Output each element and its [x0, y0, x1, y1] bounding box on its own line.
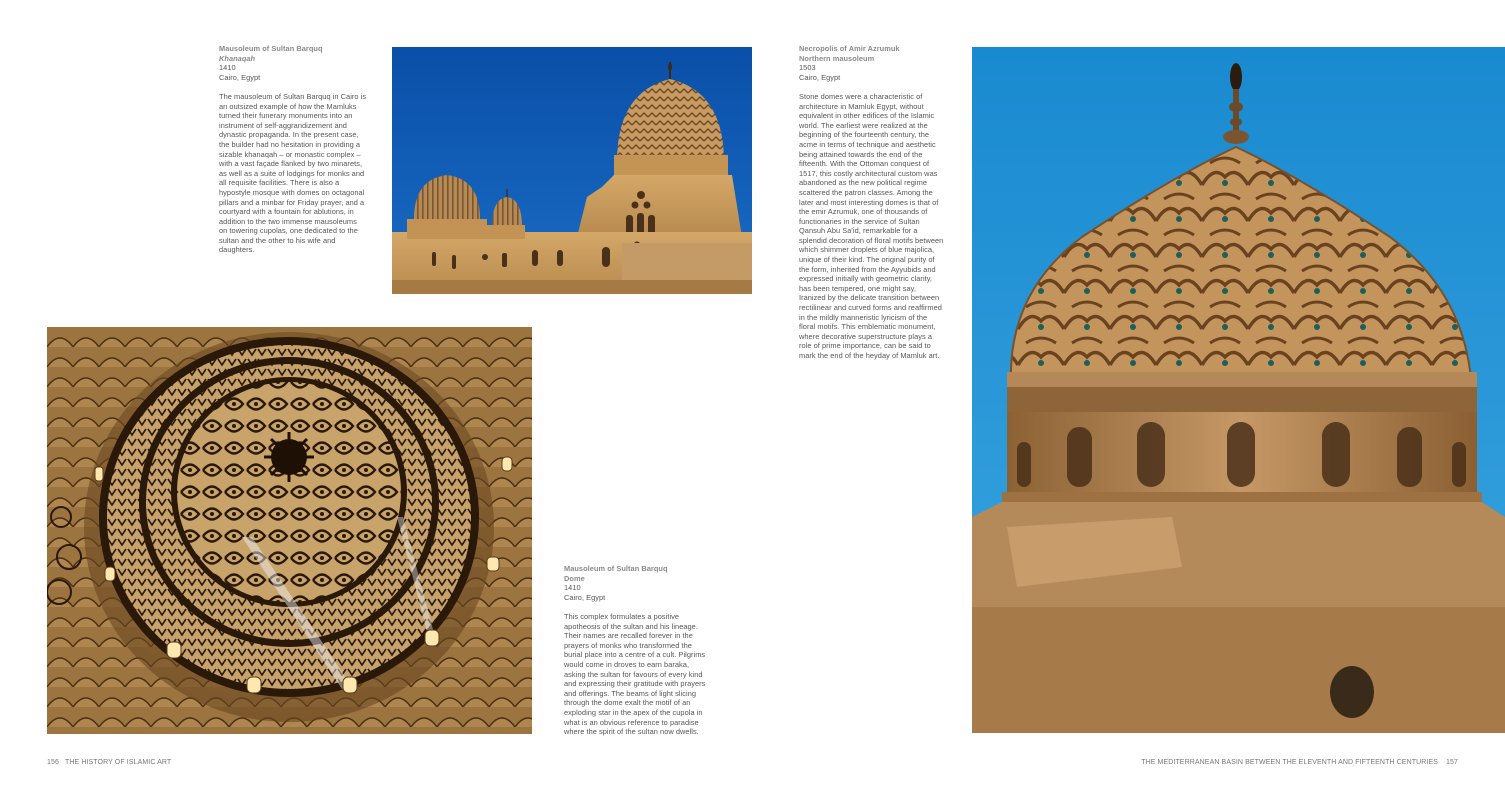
caption-title: Necropolis of Amir Azrumuk [799, 44, 900, 53]
caption-place: Cairo, Egypt [799, 72, 841, 82]
page-number-right: 157 [1446, 759, 1458, 766]
photo-khanaqah-exterior [392, 47, 752, 294]
running-head-right: THE MEDITERRANEAN BASIN BETWEEN THE ELEVENTH AND FIFTEENTH CENTURIES [1141, 759, 1439, 766]
caption-subtitle: Northern mausoleum [799, 53, 875, 63]
caption-azrumuk [799, 44, 944, 361]
caption-title: Mausoleum of Sultan Barquq [564, 564, 668, 573]
caption-place: Cairo, Egypt [564, 592, 606, 602]
page-number-left: 156 [47, 759, 59, 766]
caption-date: 1410 [219, 63, 236, 73]
khanaqah-exterior-image [392, 47, 752, 294]
caption-place: Cairo, Egypt [219, 72, 261, 82]
caption-date: 1503 [799, 63, 816, 73]
folio-left [47, 759, 171, 766]
running-head-left: THE HISTORY OF ISLAMIC ART [64, 759, 172, 766]
caption-khanaqah [219, 44, 367, 255]
caption-dome [564, 564, 712, 737]
caption-body: The mausoleum of Sultan Barquq in Cairo is an outsized example of how the Mamluks turned their funerary monuments into an instrument of self-aggrandizement and dynastic propaganda. In the present case, the builder had no hesitation in providing a sizable khanaqah – or monastic complex – with a vast façade flanked by two minarets, as well as a suite of lodgings for monks and all requisite facilities. There is also a hypostyle mosque with domes on octagonal pillars and a minbar for Friday prayer, and a courtyard with a fountain for ablutions, in addition to the two immense mausoleums on towering cupolas, one dedicated to the sultan and the other to his wife and daughters. [219, 91, 367, 255]
photo-dome-interior [47, 327, 532, 734]
caption-title: Mausoleum of Sultan Barquq [219, 44, 323, 53]
dome-interior-image [47, 327, 532, 734]
caption-body: This complex formulates a positive apotheosis of the sultan and his lineage. Their names are recalled forever in the prayers of monks who transformed the burial place into a centre of a cult. Pilgrims would come in droves to earn baraka, asking the sultan for favours of every kind and expressing their gratitude with prayers and offerings. The beams of light slicing through the dome exalt the motif of an exploding star in the apex of the cupola in what is an obvious reference to paradise where the spirit of the sultan now dwells. [564, 611, 706, 737]
caption-subtitle: Dome [564, 573, 585, 583]
photo-azrumuk-dome [972, 47, 1505, 733]
caption-date: 1410 [564, 583, 581, 593]
caption-body: Stone domes were a characteristic of architecture in Mamluk Egypt, without equivalent in other edifices of the Islamic world. The earliest were realized at the beginning of the fourteenth century, the acme in terms of technique and aesthetic being attained towards the end of the fifteenth. With the Ottoman conquest of 1517, this costly architectural custom was abandoned as the new political regime scattered the patron classes. Among the later and most interesting domes is that of the emir Azrumuk, one of thousands of functionaries in the service of Sultan Qansuh Abu Sa'id, remarkable for a splendid decoration of floral motifs between which shimmer droplets of blue majolica, unique of their kind. The original purity of the form, inherited from the Ayyubids and expressed initially with geometric clarity, has been tempered, one might say, Iranized by the delicate transition between rectilinear and curved forms and reaffirmed in the mildly manneristic lyricism of the floral motifs. This emblematic monument, where decorative superstructure plays a role of prime importance, can be said to mark the end of the heyday of Mamluk art. [799, 91, 944, 360]
folio-right [1141, 759, 1458, 766]
caption-subtitle: Khanaqah [219, 53, 256, 63]
azrumuk-dome-image [972, 47, 1505, 733]
